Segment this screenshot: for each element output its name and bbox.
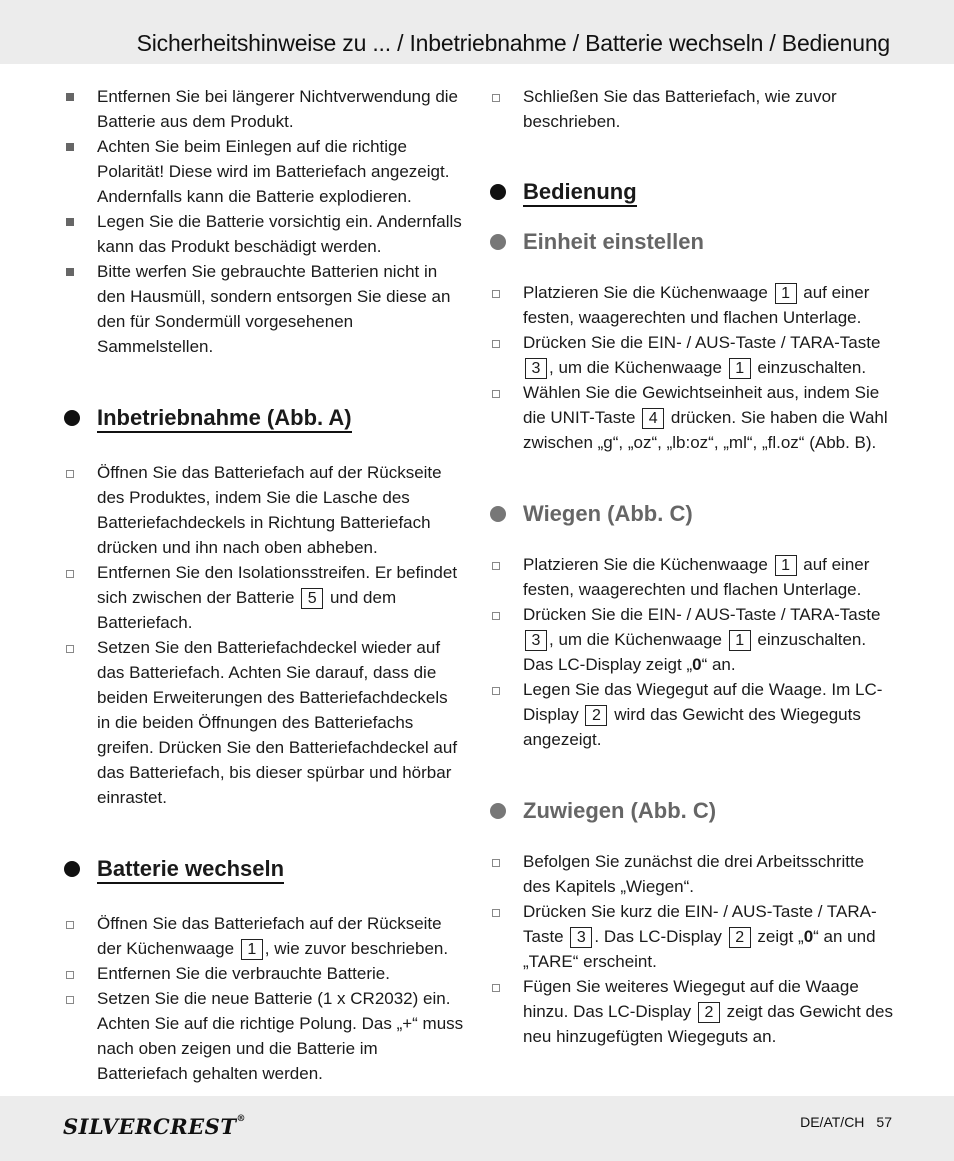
checkbox-bullet-icon bbox=[490, 677, 506, 702]
subsection-heading-zuwiegen: Zuwiegen (Abb. C) bbox=[490, 796, 895, 826]
filled-circle-icon bbox=[64, 861, 80, 877]
step-item: Platzieren Sie die Küchenwaage 1 auf einer festen, waagerechten und flachen Unterlage. bbox=[490, 552, 895, 602]
filled-circle-icon bbox=[64, 410, 80, 426]
step-item: Öffnen Sie das Batteriefach auf der Rückseite der Küchenwaage 1 , wie zuvor beschrieben. bbox=[64, 911, 464, 961]
checkbox-bullet-icon bbox=[64, 911, 80, 936]
brand-logo: SILVERCREST® bbox=[63, 1114, 246, 1139]
section-heading-bedienung: Bedienung bbox=[490, 177, 895, 207]
checkbox-bullet-icon bbox=[490, 849, 506, 874]
checkbox-bullet-icon bbox=[64, 635, 80, 660]
safety-item: Legen Sie die Batterie vorsichtig ein. Andernfalls kann das Produkt beschädigt werden. bbox=[64, 209, 464, 259]
checkbox-bullet-icon bbox=[64, 560, 80, 585]
part-number-box: 3 bbox=[570, 927, 592, 948]
square-bullet-icon bbox=[64, 259, 80, 284]
checkbox-bullet-icon bbox=[64, 961, 80, 986]
safety-item: Bitte werfen Sie gebrauchte Batterien nicht in den Hausmüll, sondern entsorgen Sie diese an den für Sondermüll vorgesehenen Sammelstellen. bbox=[64, 259, 464, 359]
grey-circle-icon bbox=[490, 803, 506, 819]
step-item: Öffnen Sie das Batteriefach auf der Rückseite des Produktes, indem Sie die Lasche des Batteriefachdeckels in Richtung Batteriefach drücken und ihn nach oben abheben. bbox=[64, 460, 464, 560]
square-bullet-icon bbox=[64, 84, 80, 109]
step-item: Setzen Sie die neue Batterie (1 x CR2032) ein. Achten Sie auf die richtige Polung. Das „+“ muss nach oben zeigen und die Batterie im Batteriefach gehalten werden. bbox=[64, 986, 464, 1086]
step-item: Fügen Sie weiteres Wiegegut auf die Waage hinzu. Das LC-Display 2 zeigt das Gewicht des neu hinzugefügten Wiegeguts an. bbox=[490, 974, 895, 1049]
subsection-heading-einheit: Einheit einstellen bbox=[490, 227, 895, 257]
part-number-box: 3 bbox=[525, 630, 547, 651]
section-heading-inbetriebnahme: Inbetriebnahme (Abb. A) bbox=[64, 403, 464, 433]
checkbox-bullet-icon bbox=[490, 330, 506, 355]
checkbox-bullet-icon bbox=[490, 280, 506, 305]
step-item: Schließen Sie das Batteriefach, wie zuvor beschrieben. bbox=[490, 84, 895, 134]
step-item: Platzieren Sie die Küchenwaage 1 auf einer festen, waagerechten und flachen Unterlage. bbox=[490, 280, 895, 330]
language-codes: DE/AT/CH bbox=[800, 1114, 865, 1130]
section-heading-batterie: Batterie wechseln bbox=[64, 854, 464, 884]
step-item: Legen Sie das Wiegegut auf die Waage. Im LC-Display 2 wird das Gewicht des Wiegeguts angezeigt. bbox=[490, 677, 895, 752]
part-number-box: 1 bbox=[729, 358, 751, 379]
part-number-box: 2 bbox=[585, 705, 607, 726]
checkbox-bullet-icon bbox=[64, 986, 80, 1011]
step-item: Entfernen Sie die verbrauchte Batterie. bbox=[64, 961, 464, 986]
part-number-box: 1 bbox=[241, 939, 263, 960]
part-number-box: 1 bbox=[729, 630, 751, 651]
step-item: Setzen Sie den Batteriefachdeckel wieder auf das Batteriefach. Achten Sie darauf, dass die beiden Erweiterungen des Batteriefachdeckels in die beiden Öffnungen des Batteriefachs greifen. Drücken Sie den Batteriefachdeckel auf das Batteriefach, bis dieser spürbar und hörbar einrastet. bbox=[64, 635, 464, 810]
page-header bbox=[0, 0, 954, 64]
part-number-box: 5 bbox=[301, 588, 323, 609]
step-item: Befolgen Sie zunächst die drei Arbeitsschritte des Kapitels „Wiegen“. bbox=[490, 849, 895, 899]
right-column bbox=[490, 84, 895, 1049]
grey-circle-icon bbox=[490, 506, 506, 522]
page-title: Sicherheitshinweise zu ... / Inbetriebnahme / Batterie wechseln / Bedienung bbox=[136, 30, 890, 56]
part-number-box: 2 bbox=[729, 927, 751, 948]
part-number-box: 1 bbox=[775, 283, 797, 304]
page-number: 57 bbox=[876, 1114, 892, 1130]
checkbox-bullet-icon bbox=[490, 552, 506, 577]
safety-item: Entfernen Sie bei längerer Nichtverwendung die Batterie aus dem Produkt. bbox=[64, 84, 464, 134]
subsection-heading-wiegen: Wiegen (Abb. C) bbox=[490, 499, 895, 529]
left-column bbox=[64, 84, 464, 1086]
step-item: Entfernen Sie den Isolationsstreifen. Er befindet sich zwischen der Batterie 5 und dem Batteriefach. bbox=[64, 560, 464, 635]
checkbox-bullet-icon bbox=[490, 602, 506, 627]
part-number-box: 3 bbox=[525, 358, 547, 379]
checkbox-bullet-icon bbox=[490, 84, 506, 109]
safety-item: Achten Sie beim Einlegen auf die richtige Polarität! Diese wird im Batteriefach angezeigt. Andernfalls kann die Batterie explodieren. bbox=[64, 134, 464, 209]
step-item: Wählen Sie die Gewichtseinheit aus, indem Sie die UNIT-Taste 4 drücken. Sie haben die Wahl zwischen „g“, „oz“, „lb:oz“, „ml“, „fl.oz“ (Abb. B). bbox=[490, 380, 895, 455]
checkbox-bullet-icon bbox=[490, 380, 506, 405]
checkbox-bullet-icon bbox=[64, 460, 80, 485]
part-number-box: 1 bbox=[775, 555, 797, 576]
filled-circle-icon bbox=[490, 184, 506, 200]
step-item: Drücken Sie kurz die EIN- / AUS-Taste / TARA-Taste 3 . Das LC-Display 2 zeigt „0“ an und „TARE“ erscheint. bbox=[490, 899, 895, 974]
page-meta bbox=[800, 1114, 892, 1130]
square-bullet-icon bbox=[64, 134, 80, 159]
checkbox-bullet-icon bbox=[490, 974, 506, 999]
grey-circle-icon bbox=[490, 234, 506, 250]
step-item: Drücken Sie die EIN- / AUS-Taste / TARA-Taste 3 , um die Küchenwaage 1 einzuschalten. Das LC-Display zeigt „0“ an. bbox=[490, 602, 895, 677]
square-bullet-icon bbox=[64, 209, 80, 234]
part-number-box: 2 bbox=[698, 1002, 720, 1023]
part-number-box: 4 bbox=[642, 408, 664, 429]
step-item: Drücken Sie die EIN- / AUS-Taste / TARA-Taste 3 , um die Küchenwaage 1 einzuschalten. bbox=[490, 330, 895, 380]
checkbox-bullet-icon bbox=[490, 899, 506, 924]
